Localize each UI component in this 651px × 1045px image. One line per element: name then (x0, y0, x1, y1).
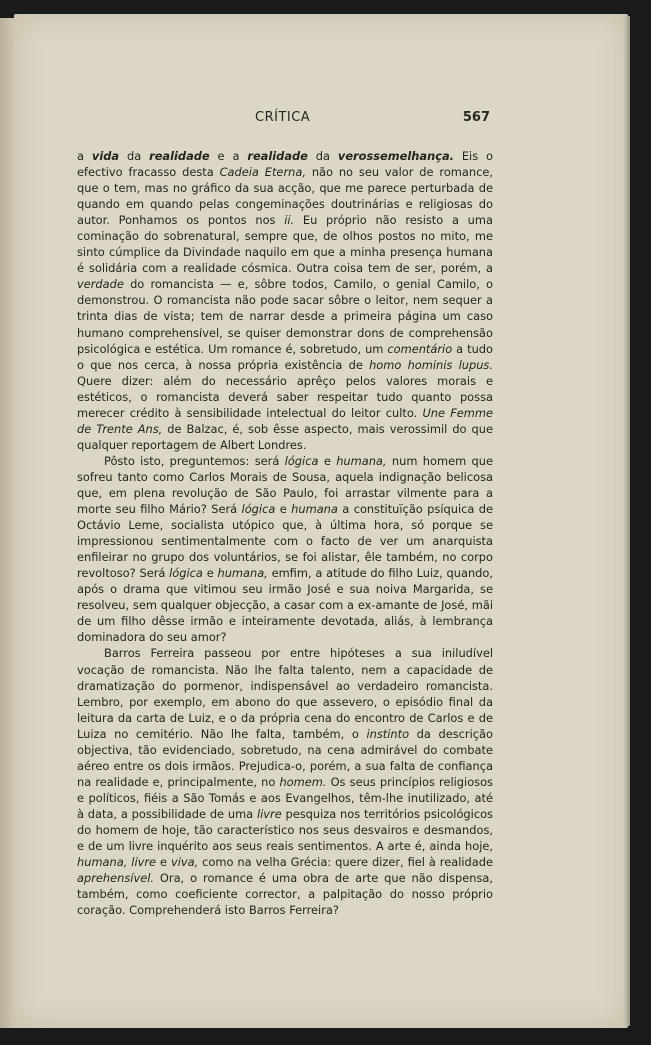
text-span: Os seus princípios religiosos e políticos, fiéis a São Tomás e aos Evangelhos, têm-lhe inutilizado, até à data, a possibilidade de uma (77, 774, 493, 821)
text-span: comentário (387, 341, 453, 356)
body-text (77, 148, 493, 918)
text-span: lógica (284, 453, 319, 468)
text-span: viva, (170, 855, 199, 870)
text-span: e (275, 502, 292, 517)
text-span: lógica (241, 502, 276, 517)
text-span: da (307, 149, 338, 163)
text-span: de Balzac, é, sob êsse aspecto, mais verossimil do que qualquer reportagem de Albert Londres. (77, 421, 493, 452)
text-span: Eu próprio não resisto a uma cominação do sobrenatural, sempre que, de olhos postos no mito, me sinto cúmplice da Divindade naquilo em que a minha presença humana é solidária com a realidade cósmica. Outra coisa tem de ser, porém, a (77, 213, 493, 276)
text-span: humana, (336, 453, 387, 468)
text-span: aprehensível. (77, 871, 154, 886)
text-span: lógica (169, 566, 203, 581)
text-span: Pôsto isto, preguntemos: será (104, 453, 285, 468)
paragraph (77, 148, 493, 453)
text-span: homo hominis lupus. (369, 357, 493, 372)
text-span: Une Femme de Trente Ans, (77, 405, 493, 436)
text-span: a tudo o que nos cerca, à nossa própria existência de (77, 341, 493, 372)
paragraph (77, 453, 493, 646)
running-head: CRÍTICA (255, 110, 311, 125)
text-span: como na velha Grécia: quere dizer, fiel à realidade (198, 855, 494, 870)
text-span: emfim, a atitude do filho Luiz, quando, após o drama que vitimou seu irmão José e sua noiva Margarida, se resolveu, sem qualquer objecção, a casar com a ex-amante de José, mãi de um filho dêsse irmão e inteiramente devotada, aliás, à lembrança dominadora do seu amor? (77, 566, 494, 645)
text-span: Quere dizer: além do necessário aprêço pelos valores morais e estéticos, o romancista deverá saber respeitar tudo quanto possa merecer crédito à sensibilidade intelectual do leitor culto. (77, 373, 493, 420)
text-span: e a (209, 149, 248, 163)
text-span: Ora, o romance é uma obra de arte que não dispensa, também, como coeficiente corrector, a palpitação do nosso próprio coração. Comprehenderá isto Barros Ferreira? (77, 871, 493, 918)
paragraph (77, 645, 493, 918)
text-span: realidade (247, 149, 308, 163)
text-span: homem. (279, 774, 327, 789)
text-span: e (318, 453, 337, 468)
text-span: Barros Ferreira passeou por entre hipóteses a sua iniludível vocação de romancista. Não lhe falta talento, nem a capacidade de dramatização do pormenor, indispensável ao verdadeiro romancista. Lembro, por exemplo, em abono do que assevero, o episódio final da leitura da carta de Luiz, e o da própria cena do encontro de Carlos e de Luiza no cemitério. Não lhe falta, também, o (77, 646, 493, 741)
text-span: Eis o efectivo fracasso desta (77, 149, 494, 180)
text-span: humana, (217, 566, 268, 581)
text-span: ii. (284, 213, 295, 228)
text-span: verdade (77, 277, 124, 292)
text-span: do romancista — e, sôbre todos, Camilo, o genial Camilo, o demonstrou. O romancista não pode sacar sôbre o leitor, nem sequer a trinta dias de vista; tem de narrar desde a primeira página um caso humano comprehensível, se quiser demonstrar dons de comprehensão psicológica e estética. Um romance é, sobretudo, um (77, 277, 493, 356)
text-span: e (156, 855, 171, 870)
page-header (70, 110, 490, 132)
text-span: num homem que sofreu tanto como Carlos Morais de Sousa, aquela indignação belicosa que, em plena revolução de São Paulo, foi arrastar vilmente para a morte seu filho Mário? Será (77, 453, 493, 517)
text-span: não no seu valor de romance, que o tem, mas no gráfico da sua acção, que me parece perturbada de quando em quando pelas congeminações doutrinárias e religiosas do autor. Ponhamos os pontos nos (77, 165, 493, 228)
text-span: e (202, 566, 218, 581)
text-span: humana (291, 502, 338, 517)
text-span: instinto (366, 726, 410, 741)
text-span: verossemelhança. (337, 149, 454, 163)
text-span: a constituïção psíquica de Octávio Leme, socialista utópico que, à última hora, só porque se impressionou sentimentalmente com o facto de ver um anarquista enfileirar no grupo dos voluntários, se foi alistar, êle também, no corpo revoltoso? Será (77, 502, 494, 581)
text-span: da (119, 149, 150, 163)
text-span: Cadeia Eterna, (219, 165, 306, 180)
text-span: da descrição objectiva, tão evidenciado, sobretudo, na cena admirável do combate aéreo entre os dois irmãos. Prejudica-o, porém, a sua falta de confiança na realidade e, principalmente, no (77, 726, 493, 789)
text-span: realidade (149, 149, 210, 163)
text-span: pesquiza nos territórios psicológicos do homem de hoje, tão característico nos seus desvairos e desmandos, e de um livre inquérito aos seus reais sentimentos. A arte é, ainda hoje, (77, 806, 493, 854)
text-span: humana, livre (77, 855, 157, 870)
page-number: 567 (462, 110, 490, 125)
text-span: livre (256, 806, 282, 821)
text-span: a (77, 149, 92, 163)
page-edge-right (624, 16, 630, 1026)
text-span: vida (91, 149, 120, 163)
